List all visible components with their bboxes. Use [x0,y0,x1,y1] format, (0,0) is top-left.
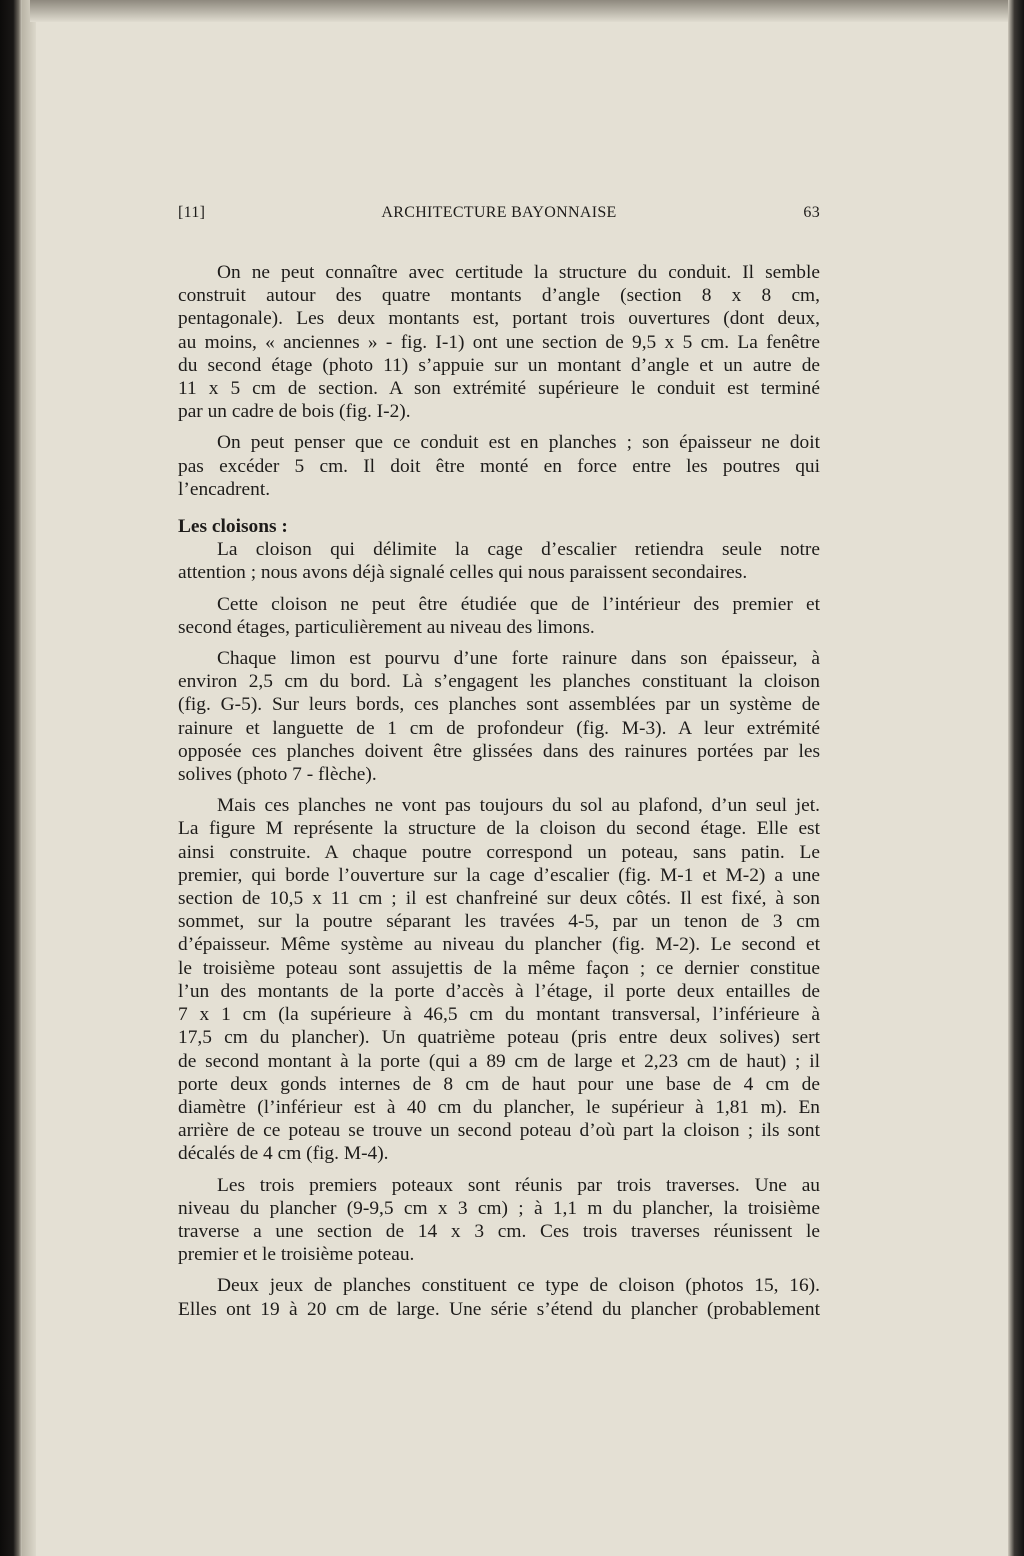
text-line: du second étage (photo 11) s’appuie sur un montant d’angle et un autre de [178,354,820,376]
text-line: second étages, particulièrement au niveau des limons. [178,616,595,638]
text-line: arrière de ce poteau se trouve un second poteau d’où part la cloison ; ils sont [178,1120,820,1142]
text-line: au moins, « anciennes » - fig. I-1) ont une section de 9,5 x 5 cm. La fenêtre [178,331,820,353]
paragraph [178,1274,820,1320]
text-line: Cette cloison ne peut être étudiée que de l’intérieur des premier et [217,593,820,615]
text-line: Deux jeux de planches constituent ce type de cloison (photos 15, 16). [217,1275,820,1297]
text-line: On ne peut connaître avec certitude la structure du conduit. Il semble [217,262,820,283]
text-line: par un cadre de bois (fig. I-2). [178,401,411,423]
paragraph [178,538,820,584]
text-line: On peut penser que ce conduit est en planches ; son épaisseur ne doit [217,432,820,454]
paragraph [178,261,820,423]
text-line: rainure et languette de 1 cm de profondeur (fig. M-3). A leur extrémité [178,717,820,739]
page-gutter [22,0,36,1556]
text-line: La figure M représente la structure de la cloison du second étage. Elle est [178,818,820,840]
text-line: opposée ces planches doivent être glissées dans des rainures portées par les [178,740,820,762]
text-line: niveau du plancher (9-9,5 cm x 3 cm) ; à 1,1 m du plancher, la troisième [178,1197,820,1219]
text-line: La cloison qui délimite la cage d’escalier retiendra seule notre [217,539,820,561]
running-header [178,204,820,228]
text-line: Mais ces planches ne vont pas toujours du sol au plafond, d’un seul jet. [217,795,820,817]
book-spine-shadow [0,0,22,1556]
text-line: Chaque limon est pourvu d’une forte rainure dans son épaisseur, à [217,648,820,670]
section-heading [178,515,820,538]
text-line: 17,5 cm du plancher). Un quatrième poteau (pris entre deux solives) sert [178,1027,820,1049]
section-marker: [11] [178,204,206,221]
text-line: ainsi construite. A chaque poutre correspond un poteau, sans patin. Le [178,841,820,863]
text-line: porte deux gonds internes de 8 cm de haut pour une base de 4 cm de [178,1073,820,1095]
text-line: pas excéder 5 cm. Il doit être monté en force entre les poutres qui [178,455,820,477]
text-line: Elles ont 19 à 20 cm de large. Une série s’étend du plancher (probablement [178,1298,820,1320]
text-line: traverse a une section de 14 x 3 cm. Ces trois traverses réunissent le [178,1220,820,1242]
paragraph [178,794,820,1165]
text-line: décalés de 4 cm (fig. M-4). [178,1143,389,1165]
text-line: l’un des montants de la porte d’accès à l’étage, il porte deux entailles de [178,980,820,1002]
text-line: sommet, sur la poutre séparant les travées 4-5, par un tenon de 3 cm [178,911,820,933]
paragraph [178,593,820,639]
text-line: solives (photo 7 - flèche). [178,764,377,786]
paragraph [178,431,820,501]
text-line: d’épaisseur. Même système au niveau du plancher (fig. M-2). Le second et [178,934,820,956]
body-text [178,261,820,1329]
text-line: premier, qui borde l’ouverture sur la cage d’escalier (fig. M-1 et M-2) a une [178,864,820,886]
page-number: 63 [803,204,820,221]
text-line: 7 x 1 cm (la supérieure à 46,5 cm du montant transversal, l’inférieure à [178,1004,820,1026]
text-line: (fig. G-5). Sur leurs bords, ces planches sont assemblées par un système de [178,694,820,716]
page-top-edge [30,0,1008,22]
text-line: section de 10,5 x 11 cm ; il est chanfreiné sur deux côtés. Il est fixé, à son [178,888,820,910]
text-line: 11 x 5 cm de section. A son extrémité supérieure le conduit est terminé [178,378,820,400]
text-line: l’encadrent. [178,478,271,500]
page-right-edge [1008,0,1024,1556]
text-line: le troisième poteau sont assujettis de la même façon ; ce dernier constitue [178,957,820,979]
text-line: environ 2,5 cm du bord. Là s’engagent les planches constituant la cloison [178,671,820,693]
text-line: Les cloisons : [178,516,288,538]
text-line: attention ; nous avons déjà signalé celles qui nous paraissent secondaires. [178,562,748,584]
running-title: ARCHITECTURE BAYONNAISE [381,204,617,221]
text-line: diamètre (l’inférieur est à 40 cm du plancher, le supérieur à 1,81 m). En [178,1096,820,1118]
text-line: de second montant à la porte (qui a 89 cm de large et 2,23 cm de haut) ; il [178,1050,820,1072]
paragraph [178,1174,820,1267]
paragraph [178,647,820,786]
text-line: premier et le troisième poteau. [178,1244,415,1266]
text-line: Les trois premiers poteaux sont réunis par trois traverses. Une au [217,1174,820,1196]
text-line: construit autour des quatre montants d’angle (section 8 x 8 cm, [178,285,820,307]
text-line: pentagonale). Les deux montants est, portant trois ouvertures (dont deux, [178,308,820,330]
